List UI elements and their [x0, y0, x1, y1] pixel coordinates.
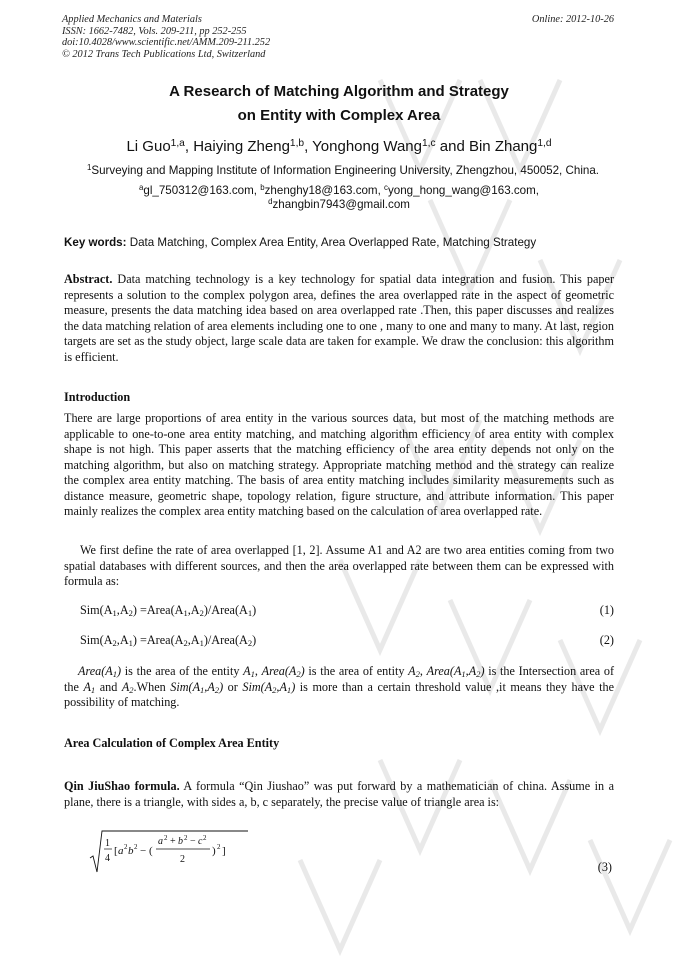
- explanation-text: or: [223, 679, 243, 694]
- author-list: [20, 138, 658, 155]
- affiliation: [58, 164, 628, 177]
- email-sup: b: [260, 183, 265, 193]
- keywords-label: Key words:: [64, 236, 127, 249]
- author-separator: ,: [304, 138, 313, 155]
- author-affil-sup: 1,c: [422, 137, 436, 149]
- explanation-text: is the area of the entity: [121, 664, 244, 678]
- email-b[interactable]: zhenghy18@163.com,: [264, 184, 385, 197]
- svg-text:c: c: [198, 836, 203, 847]
- introduction-paragraph-2: We first define the rate of area overlapped [1, 2]. Assume A1 and A2 are two area entities coming from two spatial databases with different sources, and then the area overlapped rate between them can be expressed with formula as:: [64, 543, 614, 588]
- author-separator: and: [435, 138, 469, 155]
- svg-text:a: a: [158, 836, 163, 847]
- author-affil-sup: 1,d: [537, 137, 552, 149]
- equation-explanation: $Area(A_1)$ is the area of the entity $A_1$, $Area(A_2)$ is the area of entity $A_2$, $Area(A_1,A_2)$ is the Intersection area of the $A_1$ and $A_2.When$ $Sim(A_1,A_2)$ or $Sim(A_2,A_1)$ is more than a certain threshold value ,it means they have the possibility of matching.: [64, 664, 615, 709]
- author-separator: ,: [184, 138, 194, 155]
- explanation-text: is the area of entity: [304, 664, 409, 678]
- equation-2: [80, 633, 614, 648]
- page-header: [62, 14, 614, 60]
- svg-text:2: 2: [124, 843, 128, 851]
- explanation-text: and: [95, 679, 122, 694]
- author-affil-sup: 1,a: [170, 137, 185, 149]
- svg-text:a: a: [118, 845, 124, 857]
- affiliation-sup: 1: [86, 163, 92, 173]
- paper-title: [40, 80, 638, 128]
- svg-text:+: +: [170, 836, 176, 847]
- svg-text:2: 2: [164, 834, 168, 842]
- qin-jiushao-paragraph: [64, 779, 614, 810]
- journal-name: Applied Mechanics and Materials: [62, 14, 202, 25]
- svg-text:4: 4: [105, 853, 110, 864]
- svg-text:): ): [212, 845, 216, 857]
- author-name: Bin Zhang: [468, 138, 538, 155]
- introduction-heading: Introduction: [64, 390, 131, 404]
- author-emails: [40, 184, 638, 212]
- keywords: [64, 236, 628, 249]
- email-sup: d: [268, 197, 273, 207]
- equation-3-number: (3): [597, 860, 612, 874]
- title-line-2: on Entity with Complex Area: [237, 107, 441, 124]
- equation-1-number: (1): [599, 603, 614, 617]
- copyright-line: © 2012 Trans Tech Publications Ltd, Switzerland: [62, 48, 266, 60]
- svg-text:−: −: [190, 836, 196, 847]
- affiliation-text: Surveying and Mapping Institute of Information Engineering University, Zhengzhou, 450052, China.: [91, 164, 600, 177]
- email-sup: a: [139, 183, 144, 193]
- equation-1-body: $Sim(A_1,A_2)$ $=Area(A_1,A_2)/Area(A_1)$: [80, 603, 257, 619]
- equation-1: [80, 603, 614, 618]
- svg-text:]: ]: [222, 845, 226, 857]
- online-date: Online: 2012-10-26: [531, 14, 614, 25]
- equation-2-number: (2): [599, 633, 614, 647]
- equation-3-formula: [88, 828, 248, 874]
- svg-text:b: b: [128, 845, 134, 857]
- introduction-paragraph-1: There are large proportions of area entity in the various sources data, but most of the matching methods are applicable to one-to-one area entity matching, and matching algorithm efficiency of area entity with complex shape is not high. This paper asserts that the matching efficiency of the area entity depends not only on the matching algorithm, but also on matching strategy. Appropriate matching method and the strategy can realize the complex area entity matching. The basis of area entity matching includes similarity measurements such as distance measure, geometric shape, topology relation, figure structure, and attribute information. This paper mainly realizes the complex area entity matching based on the calculation of area overlapped rate.: [64, 411, 614, 518]
- author-name: Li Guo: [126, 138, 171, 155]
- qin-label: Qin JiuShao formula.: [64, 779, 180, 793]
- explanation-text: .When: [133, 679, 171, 694]
- author-affil-sup: 1,b: [289, 137, 305, 149]
- author-name: Yonghong Wang: [312, 138, 422, 155]
- qin-text: A formula “Qin Jiushao” was put forward by a mathematician of china. Assume in a plane, there is a triangle, with sides a, b, c separately, the precise value of triangle area is:: [64, 779, 614, 809]
- svg-text:2: 2: [180, 854, 185, 865]
- issn-line: ISSN: 1662-7482, Vols. 209-211, pp 252-255: [62, 25, 247, 37]
- equation-2-body: $Sim(A_2,A_1)$ $=Area(A_2,A_1)/Area(A_2)$: [80, 633, 257, 649]
- svg-text:2: 2: [134, 843, 138, 851]
- email-sup: c: [384, 183, 388, 193]
- abstract: [64, 272, 614, 365]
- svg-text:2: 2: [203, 834, 207, 842]
- svg-text:1: 1: [105, 838, 110, 849]
- author-name: Haiying Zheng: [193, 138, 290, 155]
- explanation-text: is the Intersection area of the: [64, 664, 615, 694]
- section-heading-area-calculation: Area Calculation of Complex Area Entity: [64, 736, 280, 750]
- title-line-1: A Research of Matching Algorithm and Strategy: [169, 83, 509, 100]
- svg-text:− (: − (: [140, 845, 153, 857]
- svg-text:b: b: [178, 836, 183, 847]
- svg-text:2: 2: [217, 843, 221, 851]
- doi-line: doi:10.4028/www.scientific.net/AMM.209-211.252: [62, 37, 271, 48]
- abstract-label: Abstract.: [64, 272, 113, 286]
- email-d[interactable]: zhangbin7943@gmail.com: [272, 198, 410, 211]
- svg-text:2: 2: [184, 834, 188, 842]
- email-a[interactable]: gl_750312@163.com,: [143, 184, 261, 197]
- email-c[interactable]: yong_hong_wang@163.com,: [387, 184, 539, 197]
- explanation-text: is more than a certain threshold value ,it means they have the possibility of matching.: [64, 679, 614, 709]
- keywords-text: Data Matching, Complex Area Entity, Area Overlapped Rate, Matching Strategy: [126, 236, 537, 249]
- abstract-text: Data matching technology is a key technology for spatial data integration and fusion. This paper represents a solution to the complex polygon area, defines the area overlapped rate in the aspect of geometric measure, presents the data matching idea based on area overlapped rate .Then, this paper discusses and realizes the data matching relation of area elements including one to one , many to one and many to many. At last, region targets are set as the study object, large scale data are taken for example. We draw the conclusion: this algorithm is efficient.: [64, 272, 614, 364]
- svg-text:[: [: [114, 845, 118, 857]
